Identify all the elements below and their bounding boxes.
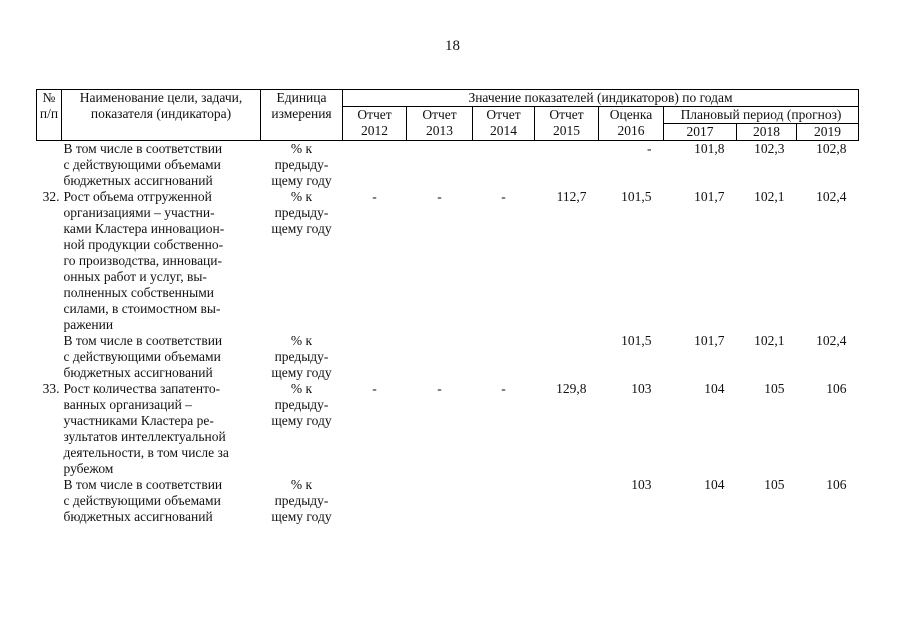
value-2016: - bbox=[647, 141, 652, 156]
value-2019: 106 bbox=[826, 477, 847, 492]
value-2013: - bbox=[437, 189, 442, 204]
header-year-2019: 2019 bbox=[797, 124, 859, 141]
header-unit: Единица измерения bbox=[261, 90, 343, 141]
indicator-name: Рост количества запатенто- ванных организаций – участниками Кластера ре- зультатов интеллектуальной деятельности, в том числе за рубежом bbox=[63, 381, 229, 476]
table-row bbox=[37, 189, 859, 333]
unit-of-measure: % к предыду- щему году bbox=[271, 333, 332, 380]
unit-of-measure: % к предыду- щему году bbox=[271, 477, 332, 524]
header-num: № п/п bbox=[37, 90, 62, 141]
header-year-2016: Оценка 2016 bbox=[599, 107, 664, 141]
table-row bbox=[37, 477, 859, 525]
row-number: 33. bbox=[42, 381, 60, 396]
value-2014: - bbox=[501, 381, 506, 396]
value-2019: 102,4 bbox=[816, 189, 847, 204]
value-2015 bbox=[535, 333, 599, 381]
row-number bbox=[37, 333, 62, 381]
header-year-2017: 2017 bbox=[664, 124, 737, 141]
value-2016: 101,5 bbox=[621, 189, 652, 204]
header-year-2013: Отчет 2013 bbox=[407, 107, 473, 141]
value-2017: 104 bbox=[704, 381, 725, 396]
value-2018: 102,1 bbox=[754, 333, 785, 348]
value-2017: 101,7 bbox=[694, 189, 725, 204]
indicators-table bbox=[36, 89, 859, 525]
table-row bbox=[37, 141, 859, 190]
table-row bbox=[37, 381, 859, 477]
value-2019: 106 bbox=[826, 381, 847, 396]
row-number bbox=[37, 141, 62, 190]
unit-of-measure: % к предыду- щему году bbox=[271, 141, 332, 188]
table-header bbox=[37, 90, 859, 141]
value-2017: 101,7 bbox=[694, 333, 725, 348]
indicator-name: В том числе в соответствии с действующими объемами бюджетных ассигнований bbox=[63, 333, 223, 380]
value-2019: 102,4 bbox=[816, 333, 847, 348]
unit-of-measure: % к предыду- щему году bbox=[271, 189, 332, 236]
header-plan-group: Плановый период (прогноз) bbox=[664, 107, 859, 124]
header-year-2014: Отчет 2014 bbox=[473, 107, 535, 141]
value-2019: 102,8 bbox=[816, 141, 847, 156]
value-2015: 112,7 bbox=[556, 189, 587, 204]
page-number: 18 bbox=[445, 38, 460, 54]
value-2014 bbox=[473, 141, 535, 190]
value-2015 bbox=[535, 477, 599, 525]
value-2014 bbox=[473, 477, 535, 525]
value-2012 bbox=[343, 333, 407, 381]
value-2012 bbox=[343, 141, 407, 190]
value-2015 bbox=[535, 141, 599, 190]
value-2013: - bbox=[437, 381, 442, 396]
value-2014 bbox=[473, 333, 535, 381]
header-values-group: Значение показателей (индикаторов) по годам bbox=[343, 90, 859, 107]
value-2017: 104 bbox=[704, 477, 725, 492]
value-2012: - bbox=[372, 189, 377, 204]
value-2018: 105 bbox=[764, 477, 785, 492]
value-2016: 101,5 bbox=[621, 333, 652, 348]
header-name: Наименование цели, задачи, показателя (индикатора) bbox=[62, 90, 261, 141]
header-year-2012: Отчет 2012 bbox=[343, 107, 407, 141]
unit-of-measure: % к предыду- щему году bbox=[271, 381, 332, 428]
value-2016: 103 bbox=[631, 477, 652, 492]
row-number: 32. bbox=[42, 189, 60, 204]
value-2013 bbox=[407, 477, 473, 525]
table-body bbox=[37, 141, 859, 526]
indicator-name: В том числе в соответствии с действующими объемами бюджетных ассигнований bbox=[63, 477, 223, 524]
value-2012 bbox=[343, 477, 407, 525]
header-year-2018: 2018 bbox=[737, 124, 797, 141]
value-2018: 102,3 bbox=[754, 141, 785, 156]
table-row bbox=[37, 333, 859, 381]
value-2017: 101,8 bbox=[694, 141, 725, 156]
value-2013 bbox=[407, 333, 473, 381]
value-2013 bbox=[407, 141, 473, 190]
value-2012: - bbox=[372, 381, 377, 396]
value-2016: 103 bbox=[631, 381, 652, 396]
indicator-name: В том числе в соответствии с действующими объемами бюджетных ассигнований bbox=[63, 141, 223, 188]
value-2015: 129,8 bbox=[556, 381, 587, 396]
value-2014: - bbox=[501, 189, 506, 204]
value-2018: 105 bbox=[764, 381, 785, 396]
row-number bbox=[37, 477, 62, 525]
indicator-name: Рост объема отгруженной организациями – участни- ками Кластера инновацион- ной продукции собственно- го производства, инноваци- онных работ и услуг, вы- полненных собственными силами, в стоимостном вы- ражении bbox=[63, 189, 225, 332]
header-year-2015: Отчет 2015 bbox=[535, 107, 599, 141]
value-2018: 102,1 bbox=[754, 189, 785, 204]
